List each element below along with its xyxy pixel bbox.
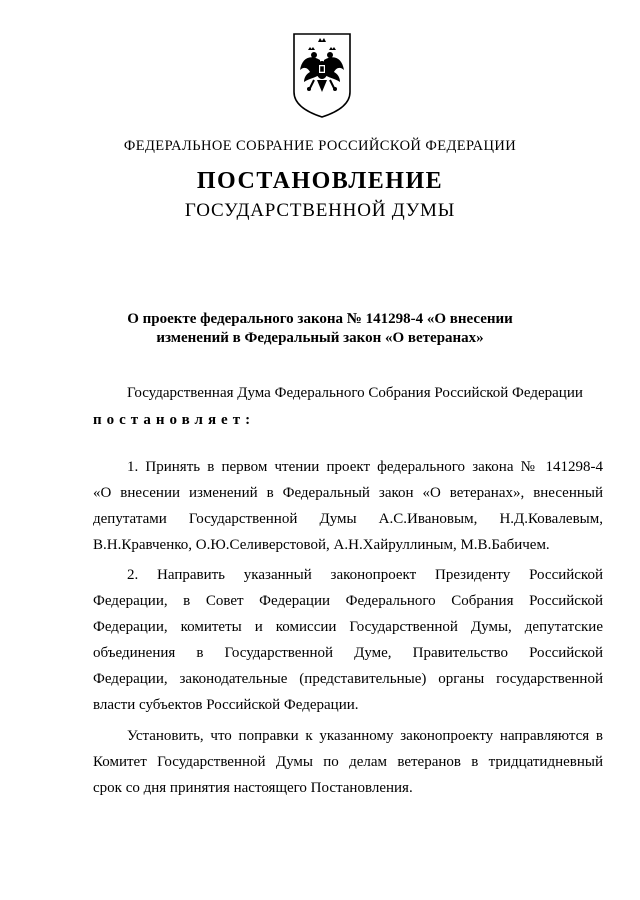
item-2-paragraph (93, 562, 603, 718)
paragraph-line: власти субъектов Российской Федерации. (93, 697, 359, 713)
paragraph-line: срок со дня принятия настоящего Постановления. (93, 780, 413, 796)
paragraph-line: Федерации, в Совет Федерации Федерального Собрания Российской (93, 593, 603, 609)
item-1-paragraph (93, 454, 603, 558)
paragraph-line: 2. Направить указанный законопроект Президенту Российской (127, 567, 603, 583)
intro-paragraph: Государственная Дума Федерального Собрания Российской Федерации (127, 385, 583, 401)
paragraph-line: Установить, что поправки к указанному законопроекту направляются в (127, 728, 603, 744)
paragraph-line: 1. Принять в первом чтении проект федерального закона № 141298-4 (127, 459, 603, 475)
paragraph-line: Федерации, комитеты и комиссии Государственной Думы, депутатские (93, 619, 603, 635)
paragraph-line: «О внесении изменений в Федеральный закон «О ветеранах», внесенный (93, 485, 603, 501)
document-subject (0, 310, 640, 348)
subject-line: изменений в Федеральный закон «О ветеранах» (156, 330, 484, 346)
paragraph-line: Комитет Государственной Думы по делам ветеранов в тридцатидневный (93, 754, 603, 770)
document-title: ПОСТАНОВЛЕНИЕ (196, 168, 444, 194)
coat-of-arms-icon (290, 30, 354, 120)
paragraph-line: депутатами Государственной Думы А.С.Ивановым, Н.Д.Ковалевым, (93, 511, 603, 527)
document-subtitle: ГОСУДАРСТВЕННОЙ ДУМЫ (184, 200, 456, 221)
assembly-name: ФЕДЕРАЛЬНОЕ СОБРАНИЕ РОССИЙСКОЙ ФЕДЕРАЦИИ (123, 138, 517, 154)
resolves-word: постановляет: (93, 412, 256, 428)
paragraph-line: объединения в Государственной Думе, Правительство Российской (93, 645, 603, 661)
paragraph-line: Федерации, законодательные (представительные) органы государственной (93, 671, 603, 687)
final-paragraph (93, 723, 603, 801)
paragraph-line: В.Н.Кравченко, О.Ю.Селиверстовой, А.Н.Хайруллиным, М.В.Бабичем. (93, 537, 550, 553)
subject-line: О проекте федерального закона № 141298-4 «О внесении (127, 311, 513, 327)
